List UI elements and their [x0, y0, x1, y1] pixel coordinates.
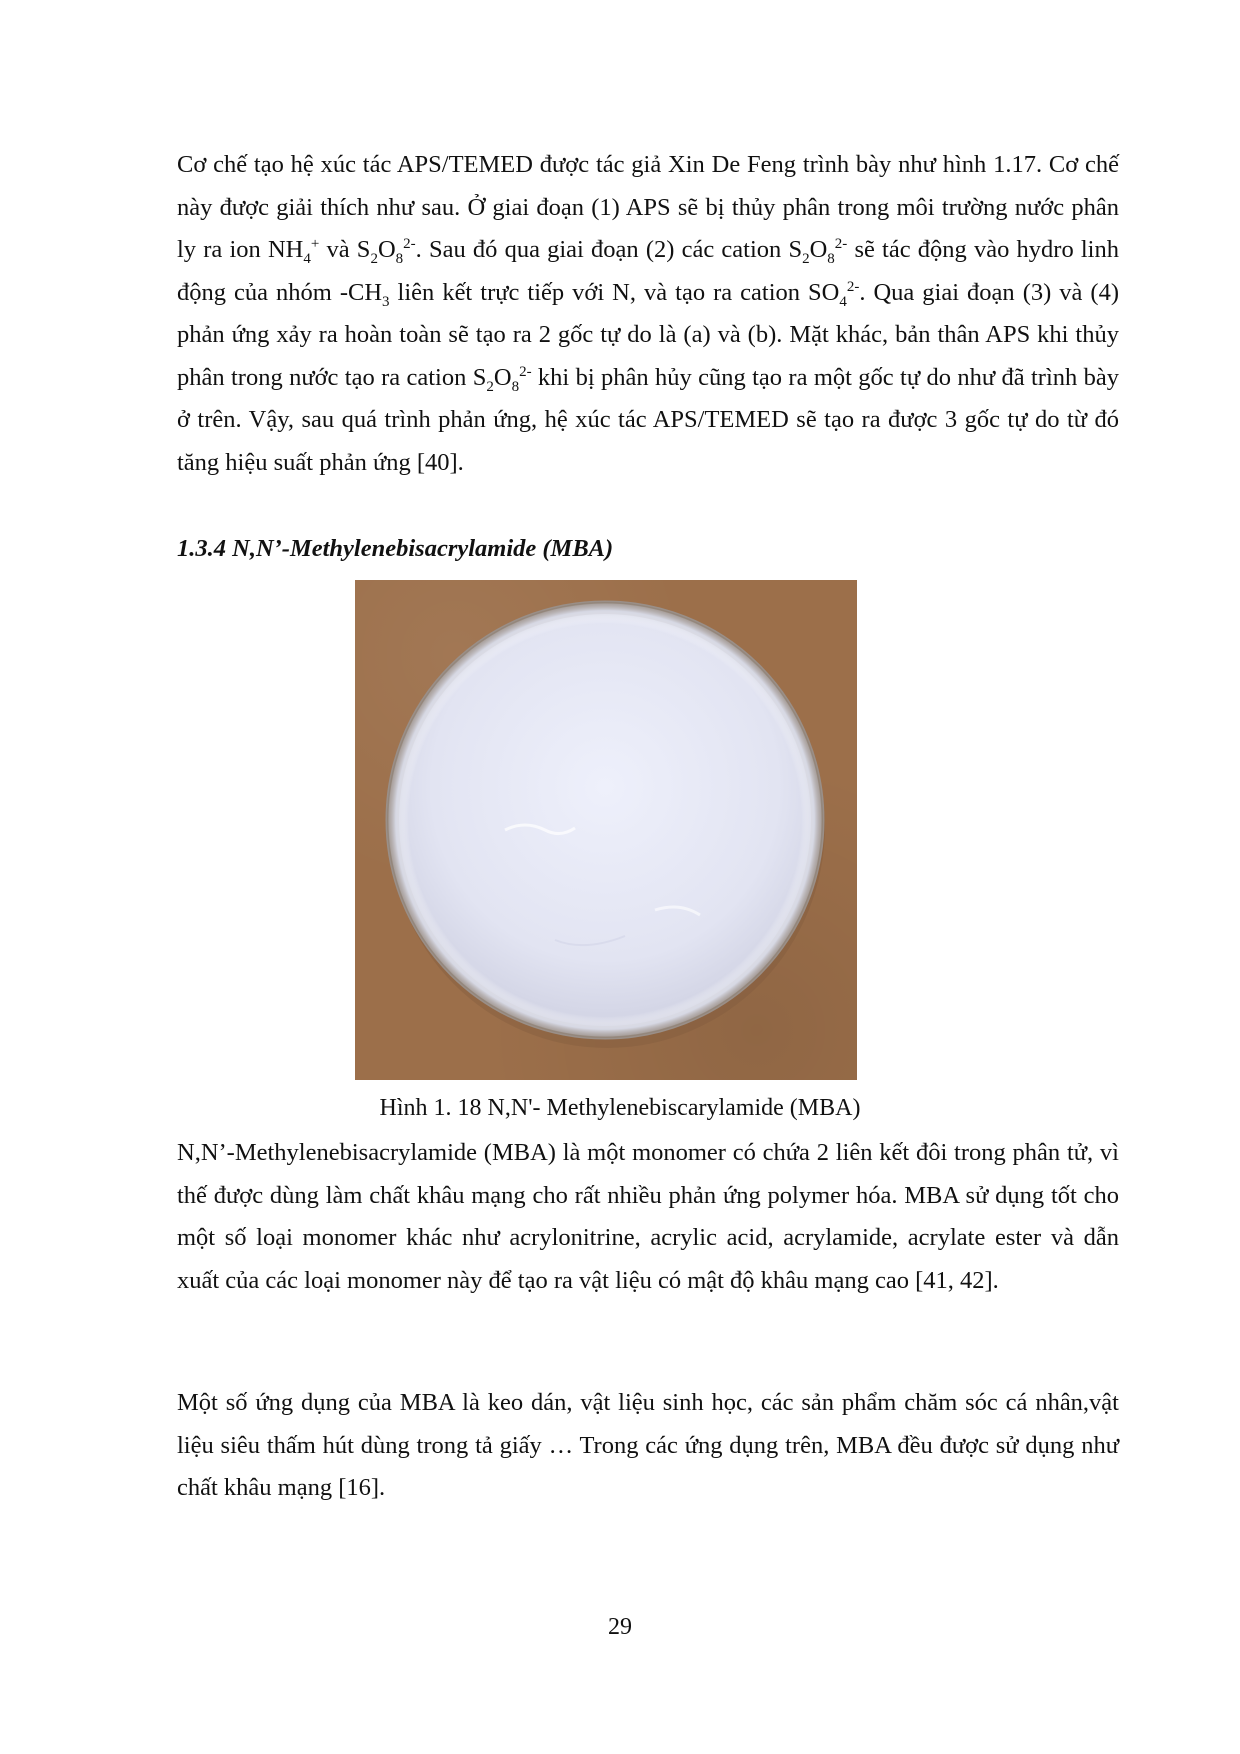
- petri-dish-illustration: [355, 580, 857, 1080]
- subscript: 8: [827, 250, 835, 267]
- text-run: sẽ tác động vào hydro linh động của nhóm -CH: [177, 236, 1119, 306]
- subscript: 3: [382, 293, 390, 310]
- text-run: O: [809, 236, 828, 263]
- dish-rim-highlight: [387, 602, 823, 1038]
- paragraph-mba-description: N,N’-Methylenebisacrylamide (MBA) là một monomer có chứa 2 liên kết đôi trong phân tử, vì thế được dùng làm chất khâu mạng cho rất nhiều phản ứng polymer hóa. MBA sử dụng tốt cho một số loại monomer khác như acrylonitrine, acrylic acid, acrylamide, acrylate ester và dẫn xuất của các loại monomer này để tạo ra vật liệu có mật độ khâu mạng cao [41, 42].: [177, 1139, 1119, 1294]
- subscript: 2: [802, 250, 810, 267]
- paragraph-aps-temed-mechanism: [177, 144, 1119, 484]
- section-heading: 1.3.4 N,N’-Methylenebisacrylamide (MBA): [177, 535, 614, 562]
- subscript: 8: [511, 378, 520, 395]
- paragraph-mba-applications: Một số ứng dụng của MBA là keo dán, vật liệu sinh học, các sản phẩm chăm sóc cá nhân,vật liệu siêu thấm hút dùng trong tả giấy … Trong các ứng dụng trên, MBA đều được sử dụng như chất khâu mạng [16].: [177, 1389, 1119, 1501]
- page-number: 29: [608, 1614, 632, 1640]
- text-run: . Qua giai đoạn (3) và (4) phản ứng xảy ra hoàn toàn sẽ tạo ra 2 gốc tự do là (a) và (b). Mặt khác, bản thân APS khi thủy phân trong nước tạo ra cation S: [177, 278, 1119, 391]
- text-run: khi bị phân hủy cũng tạo ra một gốc tự do như đã trình bày ở trên. Vậy, sau quá trình phản ứng, hệ xúc tác APS/TEMED sẽ tạo ra được 3 gốc tự do từ đó tăng hiệu suất phản ứng [40].: [177, 363, 1120, 476]
- subscript: 2: [370, 250, 378, 267]
- superscript: +: [310, 235, 320, 252]
- superscript: 2-: [519, 363, 532, 380]
- superscript: 2-: [834, 235, 848, 252]
- figure-caption: Hình 1. 18 N,N'- Methylenebiscarylamide (MBA): [379, 1095, 861, 1121]
- subscript: 4: [303, 250, 311, 267]
- subscript: 2: [486, 378, 494, 395]
- subscript: 8: [395, 250, 404, 267]
- superscript: 2-: [846, 278, 860, 295]
- figure-mba-petri-dish-photo: [355, 580, 857, 1080]
- text-run: Cơ chế tạo hệ xúc tác APS/TEMED được tác giả Xin De Feng trình bày như hình 1.17. Cơ chế này được giải thích như sau. Ở giai đoạn (1) APS sẽ bị thủy phân trong môi trường nước phân ly ra ion NH: [177, 151, 1119, 263]
- text-run: và S: [319, 236, 371, 263]
- text-run: O: [377, 236, 396, 263]
- superscript: 2-: [403, 235, 416, 252]
- text-run: liên kết trực tiếp với N, và tạo ra cation SO: [389, 278, 840, 306]
- text-run: . Sau đó qua giai đoạn (2) các cation S: [415, 236, 803, 263]
- subscript: 4: [839, 293, 847, 310]
- text-run: O: [493, 363, 512, 391]
